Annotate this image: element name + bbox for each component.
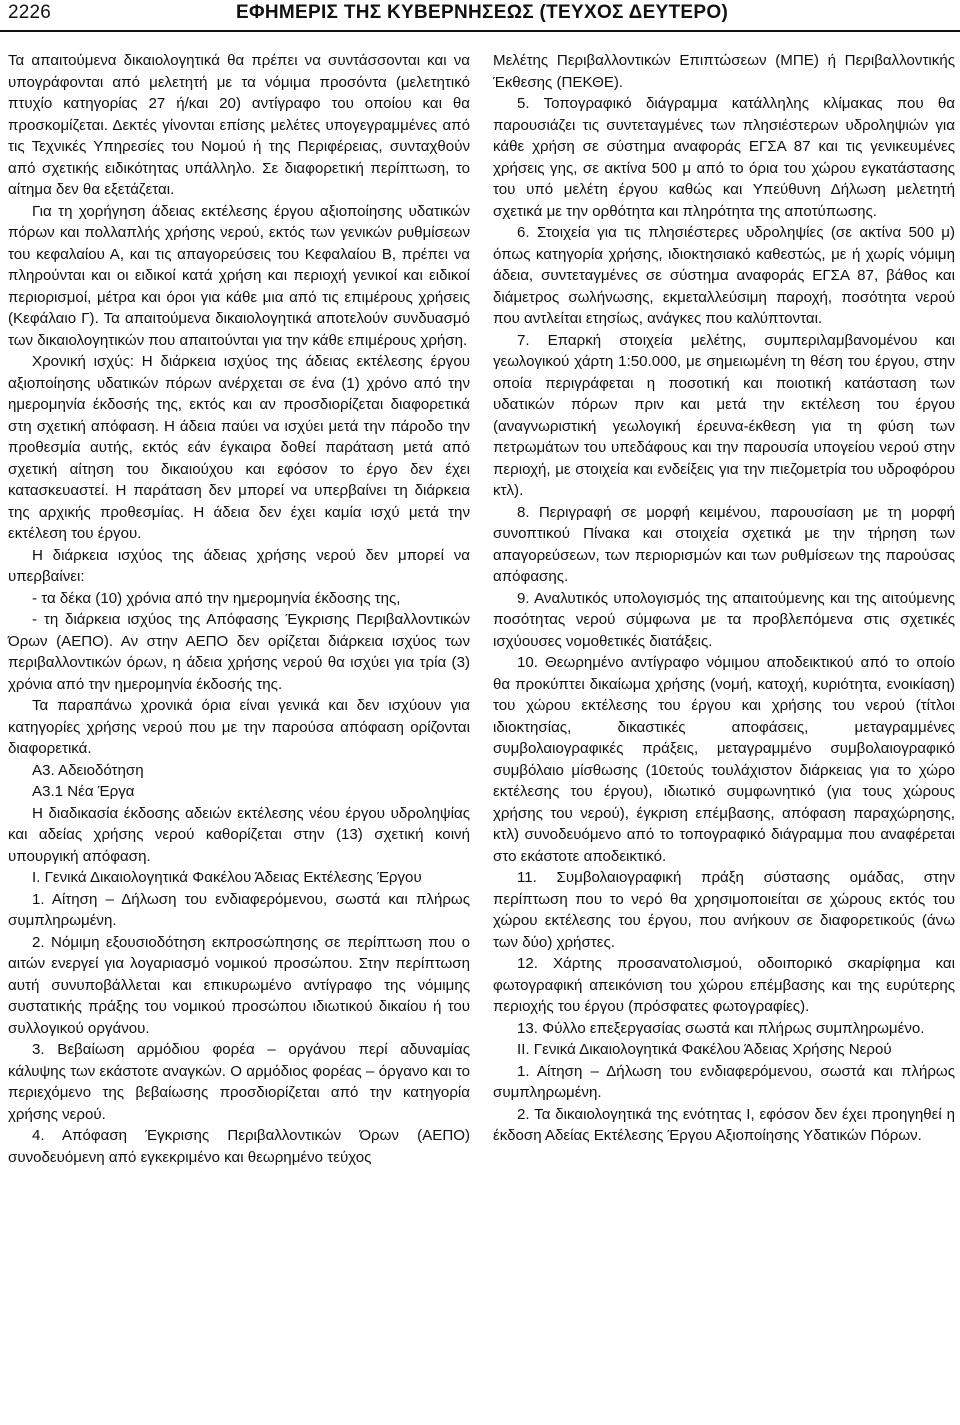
paragraph: Τα παραπάνω χρονικά όρια είναι γενικά και δεν ισχύουν για κατηγορίες χρήσης νερού που με την παρούσα απόφαση ορίζονται διαφορετικά. xyxy=(8,697,470,757)
paragraph: Η διάρκεια ισχύος της άδειας χρήσης νερού δεν μπορεί να υπερβαίνει: xyxy=(8,546,470,585)
list-item: 13. Φύλλο επεξεργασίας σωστά και πλήρως συμπληρωμένο. xyxy=(517,1019,925,1037)
list-item: - τη διάρκεια ισχύος της Απόφασης Έγκρισης Περιβαλλοντικών Όρων (ΑΕΠΟ). Αν στην ΑΕΠΟ δεν ορίζεται διάρκεια ισχύος των περιβαλλοντικών όρων, η άδεια χρήσης νερού θα ισχύει για τρία (3) χρόνια από την ημερομηνία έκδοσής της. xyxy=(8,611,470,693)
list-item: 2. Νόμιμη εξουσιοδότηση εκπροσώπησης σε περίπτωση που ο αιτών ενεργεί για λογαριασμό νομικού προσώπου. Στην περίπτωση αυτή συνυποβάλλεται και επικυρωμένο αντίγραφο της νόμιμης συστατικής πράξης του νομικού προσώπου ιδιωτικού δικαίου ή του συλλογικού οργάνου. xyxy=(8,933,470,1037)
list-item: 10. Θεωρημένο αντίγραφο νόμιμου αποδεικτικού από το οποίο θα προκύπτει δικαίωμα χρήσης (νομή, κατοχή, κυριότητα, ενοικίαση) του χώρου εκτέλεσης του έργου και χρήσης του νερού (τίτλοι ιδιοκτησίας, δικαστικές αποφάσεις, μεταγραμμένες συμβολαιογραφικές πράξεις, μεταγραμμένο συμβολαιογραφικό συμβόλαιο μίσθωσης (10ετούς τουλάχιστον διάρκειας για το χώρο εκτέλεσης του έργου), ιδιωτικό συμφωνητικό (για τους χώρους χρήσης του νερού), έγκριση επέμβασης, απόφαση παραχώρησης, κτλ) συνοδευόμενο από το τοπογραφικό διάγραμμα που αναφέρεται στο εκάστοτε αποδεικτικό. xyxy=(493,654,955,865)
paragraph: Τα απαιτούμενα δικαιολογητικά θα πρέπει να συντάσσονται και να υπογράφονται από μελετητή με τα νόμιμα προσόντα (μελετητικό πτυχίο κατηγορίας 27 ή/και 20) αντίγραφο του οποίου και θα προσκομίζεται. Δεκτές γίνονται επίσης μελέτες υπογεγραμμένες από τις Τεχνικές Υπηρεσίες του Νομού ή της Περιφέρειας, συνταχθούν από σχετικής ειδικότητας υπάλληλο. Σε διαφορετική περίπτωση, το αίτημα δεν θα εξετάζεται. xyxy=(8,52,470,198)
list-item: 11. Συμβολαιογραφική πράξη σύστασης ομάδας, στην περίπτωση που το νερό θα χρησιμοποιείται σε χώρους εκτός του χώρου εκτέλεσης του έργου, που ανήκουν σε διαφορετικούς (άνω των δύο) χρήστες. xyxy=(493,869,955,951)
header-rule xyxy=(0,30,960,32)
paragraph: Για τη χορήγηση άδειας εκτέλεσης έργου αξιοποίησης υδατικών πόρων και πολλαπλής χρήσης νερού, εκτός των γενικών ρυθμίσεων του κεφαλαίου Α, και τις απαγορεύσεις του Κεφαλαίου Β, πρέπει να πληρούνται και οι ειδικοί κατά χρήση και περιοχή γενικοί και ειδικοί περιορισμοί, μέτρα και όροι για κάθε μια από τις επιμέρους χρήσεις (Κεφάλαιο Γ). Τα απαιτούμενα δικαιολογητικά αποτελούν συνδυασμό των δικαιολογητικών που απαιτούνται για την κάθε επιμέρους χρήση. xyxy=(8,202,470,349)
list-item: 2. Τα δικαιολογητικά της ενότητας Ι, εφόσον δεν έχει προηγηθεί η έκδοση Αδείας Εκτέλεσης Έργου Αξιοποίησης Υδατικών Πόρων. xyxy=(493,1105,955,1144)
list-item: 8. Περιγραφή σε μορφή κειμένου, παρουσίαση με τη μορφή συνοπτικού Πίνακα και στοιχεία σχετικά με την τήρηση των απαγορεύσεων, των περιορισμών και των ρυθμίσεων της παρούσας απόφασης. xyxy=(493,503,955,585)
journal-title: ΕΦΗΜΕΡΙΣ ΤΗΣ ΚΥΒΕΡΝΗΣΕΩΣ (ΤΕΥΧΟΣ ΔΕΥΤΕΡΟ) xyxy=(236,2,729,23)
right-column xyxy=(493,50,955,1147)
paragraph: Η διαδικασία έκδοσης αδειών εκτέλεσης νέου έργου υδροληψίας και αδείας χρήσης νερού καθορίζεται στην (13) σχετική κοινή υπουργική απόφαση. xyxy=(8,804,470,865)
list-item: 3. Βεβαίωση αρμόδιου φορέα – οργάνου περί αδυναμίας κάλυψης των εκάστοτε αναγκών. Ο αρμόδιος φορέας – όργανο και το περιεχόμενο της βεβαίωσης προσδιορίζεται από την κατηγορία χρήσης νερού. xyxy=(8,1041,470,1123)
list-item: 12. Χάρτης προσανατολισμού, οδοιπορικό σκαρίφημα και φωτογραφική απεικόνιση του χώρου επέμβασης και της ευρύτερης περιοχής του έργου (πρόσφατες φωτογραφίες). xyxy=(493,955,955,1015)
page-header xyxy=(0,0,960,30)
paragraph: Μελέτης Περιβαλλοντικών Επιπτώσεων (ΜΠΕ) ή Περιβαλλοντικής Έκθεσης (ΠΕΚΘΕ). xyxy=(493,52,955,91)
list-item: 1. Αίτηση – Δήλωση του ενδιαφερόμενου, σωστά και πλήρως συμπληρωμένη. xyxy=(493,1062,955,1101)
left-column xyxy=(8,50,470,1168)
list-item: - τα δέκα (10) χρόνια από την ημερομηνία έκδοσης της, xyxy=(32,589,401,607)
section-heading: ΙΙ. Γενικά Δικαιολογητικά Φακέλου Άδειας Χρήσης Νερού xyxy=(517,1041,892,1058)
list-item: 1. Αίτηση – Δήλωση του ενδιαφερόμενου, σωστά και πλήρως συμπληρωμένη. xyxy=(8,890,470,929)
section-heading: Α3. Αδειοδότηση xyxy=(32,761,144,779)
page-number: 2226 xyxy=(8,2,52,23)
section-heading: Α3.1 Νέα Έργα xyxy=(32,783,135,800)
list-item: 4. Απόφαση Έγκρισης Περιβαλλοντικών Όρων (ΑΕΠΟ) συνοδευόμενη από εγκεκριμένο και θεωρημένο τεύχος xyxy=(8,1127,470,1166)
list-item: 6. Στοιχεία για τις πλησιέστερες υδροληψίες (σε ακτίνα 500 μ) όπως κατηγορία χρήσης, ιδιοκτησιακό καθεστώς, με ή χωρίς νόμιμη άδεια, συντεταγμένες σε σύστημα αναφοράς ΕΓΣΑ 87, βάθος και διάμετρος σωλήνωσης, εκμεταλλεύσιμη παροχή, ποσότητα νερού που αντλείται ετησίως, ανάγκες που καλύπτονται. xyxy=(493,224,955,327)
section-heading: Ι. Γενικά Δικαιολογητικά Φακέλου Άδειας Εκτέλεσης Έργου xyxy=(32,869,422,886)
list-item: 5. Τοπογραφικό διάγραμμα κατάλληλης κλίμακας που θα παρουσιάζει τις συντεταγμένες των πλησιέστερων υδροληψιών για κάθε χρήση σε σύστημα αναφοράς ΕΓΣΑ 87 και τις γενικευμένες χρήσεις γης, σε ακτίνα 500 μ από το όρια του χώρου εγκατάστασης του υπό μελέτη έργου καθώς και Υπεύθυνη Δήλωση μελετητή σχετικά με την ορθότητα και πληρότητα της αποτύπωσης. xyxy=(493,95,955,220)
list-item: 9. Αναλυτικός υπολογισμός της απαιτούμενης και της αιτούμενης ποσότητας νερού σύμφωνα με τα προβλεπόμενα στις σχετικές ισχύουσες νομοθετικές διατάξεις. xyxy=(493,589,955,650)
list-item: 7. Επαρκή στοιχεία μελέτης, συμπεριλαμβανομένου και γεωλογικού χάρτη 1:50.000, με σημειωμένη τη θέση του έργου, στην οποία περιγράφεται η ποσοτική και ποιοτική κατάσταση των υδατικών πόρων πριν και μετά την εκτέλεση του έργου (αναγνωριστική γεωλογική έρευνα-έκθεση για τη φύση των πετρωμάτων του υπεδάφους και την παρουσία υπογείου νερού στην περιοχή, με στοιχεία και ενδείξεις για την πιεζομετρία του υδροφόρου κτλ). xyxy=(493,331,955,499)
paragraph: Χρονική ισχύς: Η διάρκεια ισχύος της άδειας εκτέλεσης έργου αξιοποίησης υδατικών πόρων ανέρχεται σε ένα (1) χρόνο από την ημερομηνία έκδοσής της, εκτός και αν προσδιορίζεται διαφορετικά στη σχετική απόφαση. Η άδεια παύει να ισχύει μετά την πάροδο την προθεσμία αυτής, εκτός εάν έγκαιρα δοθεί παράταση μετά από σχετική αίτηση του δικαιούχου και εφόσον το έργο δεν έχει κατασκευαστεί. Η παράταση δεν μπορεί να υπερβαίνει τη διάρκεια της αρχικής προθεσμίας. Η άδεια δεν έχει καμία ισχύ μετά την εκτέλεση του έργου. xyxy=(8,353,470,542)
